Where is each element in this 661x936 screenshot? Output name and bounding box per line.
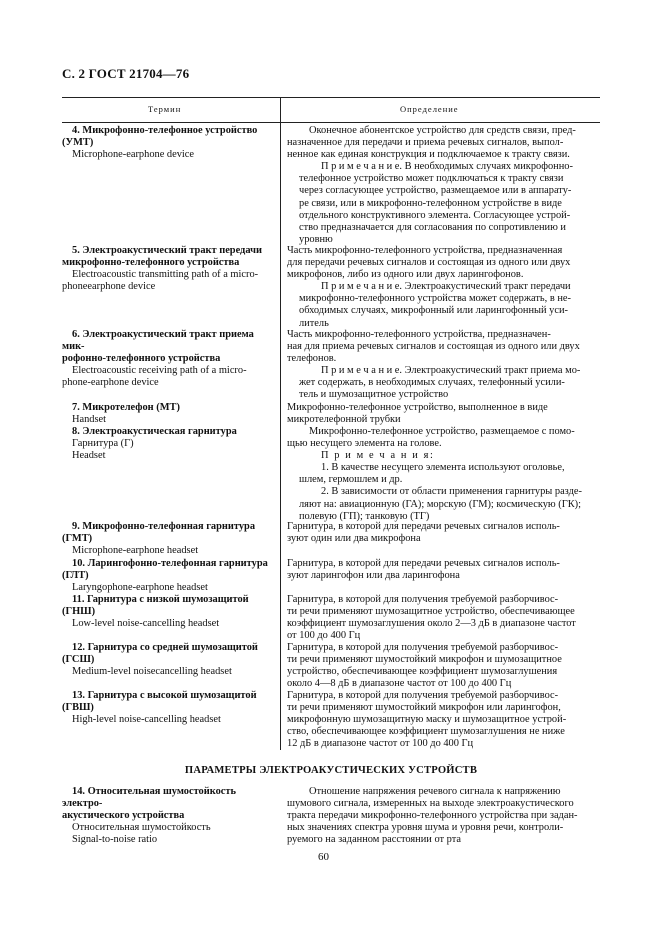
def-line: ти речи применяют шумозащитное устройство, обеспечивающее bbox=[287, 606, 575, 618]
term-line: (ГСШ) bbox=[62, 654, 95, 666]
term-11 bbox=[62, 594, 272, 630]
note-line: тель и шумозащитное устройство bbox=[299, 389, 449, 401]
term-line: (ГЛТ) bbox=[62, 570, 89, 582]
term-en: Signal-to-noise ratio bbox=[72, 834, 158, 846]
def-line: руемого на заданном расстоянии от рта bbox=[287, 834, 461, 846]
term-line: микрофонно-телефонного устройства bbox=[62, 257, 240, 269]
term-en: Medium-level noisecancelling headset bbox=[72, 666, 232, 678]
def-line: от 100 до 400 Гц bbox=[287, 630, 361, 642]
term-line: 10. Ларингофонно-телефонная гарнитура bbox=[72, 558, 268, 569]
def-line: для передачи речевых сигналов и состоящая из одного или двух bbox=[287, 257, 571, 269]
def-line: Отношение напряжения речевого сигнала к напряжению bbox=[309, 786, 561, 797]
definition-7 bbox=[287, 402, 598, 426]
term-en: Low-level noise-cancelling headset bbox=[72, 618, 220, 630]
term-synonym: Гарнитура (Г) bbox=[72, 438, 134, 450]
term-line: 11. Гарнитура с низкой шумозащитой bbox=[72, 594, 249, 605]
def-line: микрофонную шумозащитную маску и шумозащитное устрой- bbox=[287, 714, 567, 726]
column-divider bbox=[280, 97, 281, 750]
term-en: Laryngophone-earphone headset bbox=[72, 582, 208, 594]
term-10 bbox=[62, 558, 272, 594]
term-en: Headset bbox=[72, 450, 106, 462]
note-line: П р и м е ч а н и е. Электроакустический тракт приема мо- bbox=[321, 365, 581, 377]
def-line: тракта передачи микрофонно-телефонного устройства при задан- bbox=[287, 810, 578, 822]
note-line: П р и м е ч а н и е. Электроакустический тракт передачи bbox=[321, 281, 571, 293]
header-terms: Термин bbox=[148, 104, 182, 114]
page-header: С. 2 ГОСТ 21704—76 bbox=[62, 66, 190, 81]
def-line: ти речи применяют шумостойкий микрофон и шумозащитное bbox=[287, 654, 562, 666]
definition-8 bbox=[287, 426, 598, 523]
note-line: через согласующее устройство, размещаемое или в аппарату- bbox=[299, 185, 572, 197]
term-en: phoneearphone device bbox=[62, 281, 156, 293]
term-line: акустического устройства bbox=[62, 810, 185, 822]
term-8 bbox=[62, 426, 272, 462]
term-6 bbox=[62, 329, 272, 389]
header-definition: Определение bbox=[400, 104, 459, 114]
term-en: High-level noise-cancelling headset bbox=[72, 714, 221, 726]
term-line: 12. Гарнитура со средней шумозащитой bbox=[72, 642, 258, 653]
term-en: Microphone-earphone device bbox=[72, 149, 195, 161]
def-line: микротелефонной трубки bbox=[287, 414, 401, 426]
def-line: ти речи применяют шумостойкий микрофон или ларингофон, bbox=[287, 702, 561, 714]
def-line: назначенное для передачи и приема речевых сигналов, выпол- bbox=[287, 137, 564, 149]
term-line: (ГНШ) bbox=[62, 606, 96, 618]
def-line: ных значениях спектра уровня шума и уровня речи, контроли- bbox=[287, 822, 564, 834]
term-line: рофонно-телефонного устройства bbox=[62, 353, 221, 365]
term-line: 9. Микрофонно-телефонная гарнитура bbox=[72, 521, 256, 532]
note-line: шлем, гермошлем и др. bbox=[299, 474, 403, 486]
note-line: жет содержать, в необходимых случаях, телефонный усили- bbox=[299, 377, 565, 389]
def-line: Гарнитура, в которой для получения требуемой разборчивос- bbox=[287, 642, 559, 653]
definition-14 bbox=[287, 786, 598, 846]
definition-11 bbox=[287, 594, 598, 642]
def-line: Микрофонно-телефонное устройство, размещаемое с помо- bbox=[309, 426, 575, 437]
def-line: ная для приема речевых сигналов и состоящая из одного или двух bbox=[287, 341, 580, 353]
def-line: Микрофонно-телефонное устройство, выполненное в виде bbox=[287, 402, 548, 413]
note-line: полевую (ГП); танковую (ТГ) bbox=[299, 510, 430, 522]
def-line: Гарнитура, в которой для передачи речевых сигналов исполь- bbox=[287, 558, 560, 569]
note-line: ре связи, или в микрофонно-телефонном устройстве в виде bbox=[299, 197, 562, 209]
note-line: П р и м е ч а н и е. В необходимых случаях микрофонно- bbox=[321, 161, 573, 173]
page-number: 60 bbox=[318, 851, 329, 863]
term-line: (УМТ) bbox=[62, 137, 94, 149]
note-line: микрофонно-телефонного устройства может содержать, в не- bbox=[299, 293, 571, 305]
term-en: Electroacoustic receiving path of a micro- bbox=[72, 365, 247, 377]
definition-10 bbox=[287, 558, 598, 582]
def-line: зуют один или два микрофона bbox=[287, 533, 421, 545]
table-header bbox=[62, 97, 600, 123]
note-line: 1. В качестве несущего элемента используют оголовье, bbox=[321, 462, 565, 474]
term-5 bbox=[62, 245, 272, 293]
def-line: коэффициент шумозаглушения около 2—3 дБ в диапазоне частот bbox=[287, 618, 576, 630]
def-line: 12 дБ в диапазоне частот от 100 до 400 Гц bbox=[287, 738, 474, 750]
term-4 bbox=[62, 125, 272, 161]
section-title: ПАРАМЕТРЫ ЭЛЕКТРОАКУСТИЧЕСКИХ УСТРОЙСТВ bbox=[184, 765, 478, 776]
def-line: ненное как единая конструкция и подключаемое к тракту связи. bbox=[287, 149, 570, 161]
term-line: 5. Электроакустический тракт передачи bbox=[72, 245, 262, 256]
note-line: 2. В зависимости от области применения гарнитуры разде- bbox=[321, 486, 582, 498]
term-en: phone-earphone device bbox=[62, 377, 159, 389]
term-en: Microphone-earphone headset bbox=[72, 545, 199, 557]
term-14 bbox=[62, 786, 272, 846]
definition-6 bbox=[287, 329, 598, 402]
notes-title: П р и м е ч а н и я: bbox=[321, 450, 435, 462]
note-line: ство предназначается для согласования по сопротивлению и bbox=[299, 221, 566, 233]
note-line: отдельного конструктивного элемента. Согласующее устрой- bbox=[299, 209, 571, 221]
def-line: около 4—8 дБ в диапазоне частот от 100 до 400 Гц bbox=[287, 678, 512, 690]
term-7 bbox=[62, 402, 272, 426]
term-13 bbox=[62, 690, 272, 726]
def-line: микрофонов, либо из одного или двух ларингофонов. bbox=[287, 269, 524, 281]
term-en: Handset bbox=[72, 414, 107, 426]
note-line: ляют на: авиационную (ГА); морскую (ГМ); космическую (ГК); bbox=[299, 498, 582, 510]
def-line: Гарнитура, в которой для получения требуемой разборчивос- bbox=[287, 690, 559, 701]
term-12 bbox=[62, 642, 272, 678]
def-line: Часть микрофонно-телефонного устройства, предназначенная bbox=[287, 245, 563, 256]
def-line: ство, обеспечивающее коэффициент шумозаглушения не ниже bbox=[287, 726, 565, 738]
definition-13 bbox=[287, 690, 598, 750]
term-line: 8. Электроакустическая гарнитура bbox=[72, 426, 237, 437]
definition-5 bbox=[287, 245, 598, 330]
def-line: Оконечное абонентское устройство для средств связи, пред- bbox=[309, 125, 576, 136]
term-en: Electroacoustic transmitting path of a micro- bbox=[72, 269, 259, 281]
def-line: щью несущего элемента на голове. bbox=[287, 438, 442, 450]
note-line: обходимых случаях, микрофонный или ларингофонный уси- bbox=[299, 305, 568, 317]
term-line: 7. Микротелефон (МТ) bbox=[72, 402, 180, 413]
term-9 bbox=[62, 521, 272, 557]
note-line: телефонное устройство может подключаться к тракту связи bbox=[299, 173, 564, 185]
term-line: 14. Относительная шумостойкость электро- bbox=[62, 786, 236, 810]
note-line: литель bbox=[299, 317, 329, 329]
term-line: (ГМТ) bbox=[62, 533, 93, 545]
term-synonym: Относительная шумостойкость bbox=[72, 822, 211, 834]
def-line: устройство, обеспечивающее коэффициент шумозаглушения bbox=[287, 666, 558, 678]
def-line: зуют ларингофон или два ларингофона bbox=[287, 570, 460, 582]
term-line: 13. Гарнитура с высокой шумозащитой bbox=[72, 690, 257, 701]
definition-4 bbox=[287, 125, 598, 246]
term-line: (ГВШ) bbox=[62, 702, 94, 714]
def-line: шумового сигнала, измеренных на выходе электроакустического bbox=[287, 798, 574, 810]
def-line: Гарнитура, в которой для передачи речевых сигналов исполь- bbox=[287, 521, 560, 532]
def-line: Гарнитура, в которой для получения требуемой разборчивос- bbox=[287, 594, 559, 605]
definition-12 bbox=[287, 642, 598, 690]
term-line: 6. Электроакустический тракт приема мик- bbox=[62, 329, 254, 353]
def-line: Часть микрофонно-телефонного устройства, предназначен- bbox=[287, 329, 551, 340]
definition-9 bbox=[287, 521, 598, 545]
def-line: телефонов. bbox=[287, 353, 337, 365]
note-line: уровню bbox=[299, 233, 333, 245]
term-line: 4. Микрофонно-телефонное устройство bbox=[72, 125, 258, 136]
